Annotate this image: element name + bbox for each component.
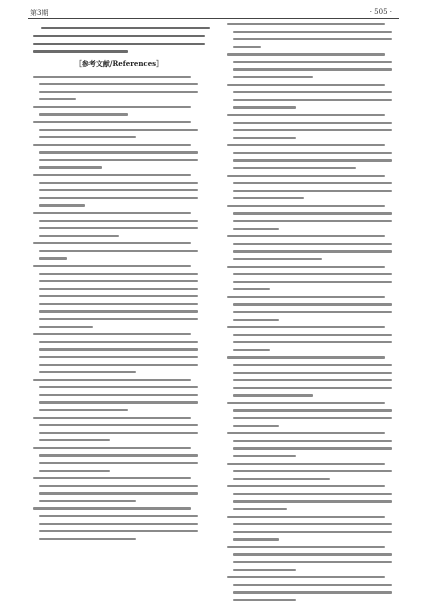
reference-line: [233, 46, 261, 48]
reference-line: [39, 273, 198, 275]
reference-list-left: [33, 76, 205, 540]
reference-line: [39, 401, 198, 403]
reference-line: [233, 311, 392, 313]
reference-line: [227, 516, 385, 518]
reference-line: [233, 478, 330, 480]
issue-number: 第3期: [30, 9, 49, 17]
reference-line: [233, 31, 392, 33]
reference-line: [233, 106, 296, 108]
reference-line: [233, 281, 392, 283]
reference-line: [39, 492, 198, 494]
reference-line: [233, 319, 279, 321]
reference-line: [39, 91, 198, 93]
reference-line: [233, 61, 392, 63]
reference-entry: [33, 212, 205, 237]
reference-line: [233, 76, 313, 78]
reference-line: [39, 348, 198, 350]
reference-entry: [227, 432, 399, 457]
reference-line: [33, 174, 191, 176]
reference-line: [227, 356, 385, 358]
reference-line: [233, 197, 304, 199]
reference-entry: [227, 356, 399, 396]
reference-line: [39, 151, 198, 153]
reference-entry: [33, 144, 205, 169]
reference-line: [233, 220, 392, 222]
reference-entry: [227, 266, 399, 291]
reference-line: [39, 424, 198, 426]
reference-entry: [33, 477, 205, 502]
reference-line: [227, 485, 385, 487]
reference-line: [233, 349, 270, 351]
reference-line: [39, 386, 198, 388]
reference-line: [39, 364, 198, 366]
reference-line: [227, 114, 385, 116]
reference-line: [33, 242, 191, 244]
reference-entry: [33, 76, 205, 101]
reference-line: [39, 341, 198, 343]
page-number: · 505 ·: [369, 8, 392, 16]
reference-line: [233, 228, 279, 230]
reference-entry: [227, 546, 399, 571]
reference-line: [39, 227, 198, 229]
reference-line: [233, 341, 392, 343]
reference-line: [227, 235, 385, 237]
reference-entry: [227, 296, 399, 321]
reference-line: [39, 523, 198, 525]
reference-line: [233, 250, 392, 252]
reference-line: [39, 310, 198, 312]
reference-entry: [227, 402, 399, 427]
reference-line: [33, 333, 191, 335]
reference-line: [233, 288, 270, 290]
reference-line: [33, 76, 191, 78]
reference-line: [233, 137, 296, 139]
reference-line: [39, 500, 136, 502]
reference-line: [227, 576, 385, 578]
reference-line: [227, 266, 385, 268]
reference-line: [39, 530, 198, 532]
reference-line: [233, 523, 392, 525]
reference-line: [233, 538, 279, 540]
reference-line: [39, 288, 198, 290]
reference-line: [39, 136, 136, 138]
reference-line: [33, 144, 191, 146]
reference-entry: [227, 205, 399, 230]
reference-line: [227, 546, 385, 548]
reference-line: [233, 243, 392, 245]
reference-line: [233, 258, 322, 260]
reference-line: [227, 84, 385, 86]
reference-entry: [227, 53, 399, 78]
reference-line: [233, 599, 296, 601]
reference-line: [39, 326, 93, 328]
reference-line: [233, 394, 313, 396]
body-paragraph: [33, 27, 205, 53]
reference-line: [39, 280, 198, 282]
reference-line: [39, 462, 198, 464]
reference-line: [39, 159, 198, 161]
reference-line: [33, 106, 191, 108]
reference-line: [39, 189, 198, 191]
reference-line: [233, 584, 392, 586]
reference-line: [233, 470, 392, 472]
reference-line: [233, 561, 392, 563]
reference-entry: [227, 326, 399, 351]
page-header: [0, 0, 427, 22]
reference-entry: [227, 235, 399, 260]
reference-line: [39, 113, 128, 115]
reference-line: [39, 454, 198, 456]
reference-line: [39, 318, 198, 320]
reference-line: [233, 387, 392, 389]
header-rule: [28, 18, 399, 19]
reference-line: [39, 182, 198, 184]
reference-line: [39, 432, 198, 434]
text-line: [33, 35, 205, 37]
reference-entry: [33, 507, 205, 540]
reference-line: [233, 38, 392, 40]
reference-line: [33, 121, 191, 123]
reference-entry: [33, 333, 205, 373]
reference-line: [233, 455, 296, 457]
reference-line: [33, 477, 191, 479]
reference-line: [233, 273, 392, 275]
reference-line: [39, 166, 102, 168]
reference-entry: [227, 23, 399, 48]
reference-entry: [33, 106, 205, 116]
reference-line: [233, 364, 392, 366]
reference-entry: [227, 485, 399, 510]
reference-line: [33, 265, 191, 267]
reference-line: [233, 152, 392, 154]
reference-line: [33, 379, 191, 381]
reference-line: [233, 372, 392, 374]
reference-line: [39, 371, 136, 373]
reference-entry: [227, 463, 399, 480]
reference-entry: [33, 121, 205, 138]
reference-line: [39, 257, 67, 259]
reference-line: [39, 250, 198, 252]
reference-line: [233, 500, 392, 502]
reference-line: [39, 538, 136, 540]
reference-line: [39, 409, 128, 411]
reference-line: [233, 190, 392, 192]
reference-line: [233, 447, 392, 449]
reference-entry: [33, 265, 205, 328]
right-column: [227, 23, 399, 607]
reference-line: [233, 129, 392, 131]
reference-line: [39, 197, 198, 199]
reference-line: [233, 91, 392, 93]
reference-line: [233, 531, 392, 533]
reference-entry: [33, 447, 205, 472]
reference-line: [39, 235, 119, 237]
reference-line: [227, 296, 385, 298]
reference-line: [39, 470, 110, 472]
reference-line: [233, 553, 392, 555]
reference-line: [39, 204, 85, 206]
reference-entry: [33, 174, 205, 207]
reference-line: [233, 182, 392, 184]
text-line: [33, 50, 128, 52]
reference-line: [227, 53, 385, 55]
text-line: [33, 43, 205, 45]
reference-line: [227, 144, 385, 146]
reference-entry: [227, 576, 399, 601]
reference-line: [233, 569, 296, 571]
reference-line: [227, 205, 385, 207]
reference-line: [39, 485, 198, 487]
reference-line: [39, 439, 110, 441]
reference-line: [233, 334, 392, 336]
reference-list-right: [227, 23, 399, 601]
reference-line: [233, 409, 392, 411]
references-heading: ［参考文献/References］: [74, 58, 164, 68]
reference-line: [39, 515, 198, 517]
reference-line: [233, 440, 392, 442]
reference-entry: [227, 144, 399, 169]
reference-line: [39, 303, 198, 305]
reference-line: [233, 68, 392, 70]
reference-line: [39, 295, 198, 297]
reference-line: [233, 379, 392, 381]
text-line: [41, 27, 210, 29]
reference-line: [33, 212, 191, 214]
reference-line: [227, 432, 385, 434]
reference-entry: [33, 242, 205, 259]
reference-entry: [227, 175, 399, 200]
reference-line: [227, 402, 385, 404]
reference-entry: [227, 114, 399, 139]
reference-line: [39, 356, 198, 358]
reference-line: [227, 463, 385, 465]
reference-line: [233, 508, 287, 510]
reference-line: [233, 167, 356, 169]
reference-line: [33, 507, 191, 509]
reference-line: [233, 591, 392, 593]
reference-line: [227, 326, 385, 328]
reference-line: [39, 129, 198, 131]
left-column: [33, 27, 205, 545]
reference-entry: [33, 417, 205, 442]
reference-line: [233, 425, 279, 427]
reference-line: [233, 159, 392, 161]
reference-entry: [33, 379, 205, 412]
reference-line: [227, 175, 385, 177]
reference-line: [227, 23, 385, 25]
reference-line: [233, 417, 392, 419]
reference-line: [233, 212, 392, 214]
reference-line: [233, 122, 392, 124]
reference-line: [39, 220, 198, 222]
reference-line: [233, 99, 392, 101]
reference-entry: [227, 84, 399, 109]
reference-line: [33, 417, 191, 419]
reference-line: [233, 303, 392, 305]
reference-entry: [227, 516, 399, 541]
reference-line: [39, 98, 76, 100]
reference-line: [39, 83, 198, 85]
reference-line: [33, 447, 191, 449]
reference-line: [39, 394, 198, 396]
reference-line: [233, 493, 392, 495]
